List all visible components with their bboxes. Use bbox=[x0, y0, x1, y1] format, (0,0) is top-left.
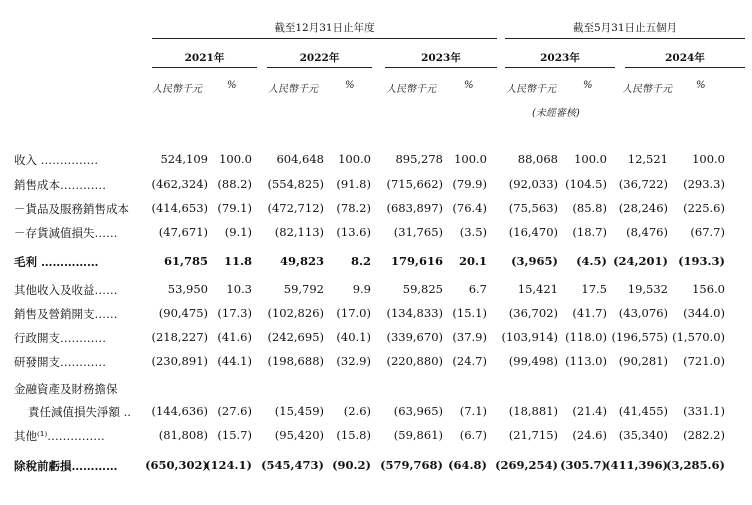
percent-cell: (7.1) bbox=[459, 404, 487, 418]
amount-cell: (90,475) bbox=[158, 306, 208, 320]
percent-cell: (15.7) bbox=[217, 428, 252, 442]
percent-cell: (3.5) bbox=[459, 225, 487, 239]
percent-cell: 10.3 bbox=[226, 282, 252, 296]
percent-cell: (113.0) bbox=[565, 354, 607, 368]
percent-cell: (17.3) bbox=[217, 306, 252, 320]
row-label: 銷售成本………… bbox=[14, 178, 106, 192]
percent-cell: 100.0 bbox=[219, 152, 252, 166]
amount-cell: (28,246) bbox=[618, 201, 668, 215]
amount-cell: (63,965) bbox=[393, 404, 443, 418]
percent-cell: (21.4) bbox=[572, 404, 607, 418]
row-label: －存貨減值損失…… bbox=[14, 226, 118, 240]
row-label: 責任減值損失淨額 .. bbox=[28, 405, 131, 419]
unit-pct-2022: % bbox=[345, 80, 355, 91]
amount-cell: 524,109 bbox=[160, 152, 208, 166]
amount-cell: 59,792 bbox=[283, 282, 324, 296]
percent-cell: (85.8) bbox=[572, 201, 607, 215]
amount-cell: (59,861) bbox=[393, 428, 443, 442]
amount-cell: 12,521 bbox=[627, 152, 668, 166]
amount-cell: (95,420) bbox=[274, 428, 324, 442]
amount-cell: (18,881) bbox=[508, 404, 558, 418]
row-label: 其他收入及收益…… bbox=[14, 283, 118, 297]
unit-rmb-2023-ytd: 人民幣千元 bbox=[506, 84, 556, 95]
percent-cell: (32.9) bbox=[336, 354, 371, 368]
amount-cell: (75,563) bbox=[508, 201, 558, 215]
amount-cell: (269,254) bbox=[495, 458, 558, 472]
percent-cell: (88.2) bbox=[217, 177, 252, 191]
unit-pct-2023: % bbox=[464, 80, 474, 91]
percent-cell: 20.1 bbox=[458, 254, 487, 268]
amount-cell: (554,825) bbox=[267, 177, 324, 191]
amount-cell: (3,965) bbox=[511, 254, 558, 268]
amount-cell: (47,671) bbox=[158, 225, 208, 239]
amount-cell: (15,459) bbox=[274, 404, 324, 418]
amount-cell: (144,636) bbox=[151, 404, 208, 418]
percent-cell: (24.6) bbox=[572, 428, 607, 442]
percent-cell: (67.7) bbox=[690, 225, 725, 239]
unit-pct-2024-ytd: % bbox=[696, 80, 706, 91]
percent-cell: (15.1) bbox=[452, 306, 487, 320]
percent-cell: (118.0) bbox=[565, 330, 607, 344]
row-label: 銷售及營銷開支…… bbox=[14, 307, 118, 321]
amount-cell: (218,227) bbox=[151, 330, 208, 344]
percent-cell: (331.1) bbox=[683, 404, 725, 418]
percent-cell: (27.6) bbox=[217, 404, 252, 418]
percent-cell: (282.2) bbox=[683, 428, 725, 442]
percent-cell: 6.7 bbox=[468, 282, 487, 296]
amount-cell: (8,476) bbox=[626, 225, 668, 239]
amount-cell: (545,473) bbox=[261, 458, 324, 472]
amount-cell: (31,765) bbox=[393, 225, 443, 239]
percent-cell: (293.3) bbox=[683, 177, 725, 191]
percent-cell: 17.5 bbox=[581, 282, 607, 296]
percent-cell: 11.8 bbox=[223, 254, 252, 268]
year-header-2024-ytd: 2024年 bbox=[665, 52, 705, 64]
row-label: 其他⁽¹⁾…………… bbox=[14, 429, 105, 443]
year-header-2022: 2022年 bbox=[299, 52, 340, 64]
percent-cell: 9.9 bbox=[352, 282, 371, 296]
row-label: 研發開支………… bbox=[14, 355, 106, 369]
percent-cell: (79.9) bbox=[452, 177, 487, 191]
unit-rmb-2024-ytd: 人民幣千元 bbox=[622, 84, 672, 95]
percent-cell: 100.0 bbox=[454, 152, 487, 166]
amount-cell: (36,722) bbox=[618, 177, 668, 191]
percent-cell: (9.1) bbox=[224, 225, 252, 239]
amount-cell: (41,455) bbox=[618, 404, 668, 418]
amount-cell: (16,470) bbox=[508, 225, 558, 239]
amount-cell: (43,076) bbox=[618, 306, 668, 320]
percent-cell: 156.0 bbox=[692, 282, 725, 296]
percent-cell: (37.9) bbox=[452, 330, 487, 344]
percent-cell: (40.1) bbox=[336, 330, 371, 344]
percent-cell: (4.5) bbox=[576, 254, 607, 268]
amount-cell: 179,616 bbox=[390, 254, 443, 268]
percent-cell: (15.8) bbox=[336, 428, 371, 442]
percent-cell: (2.6) bbox=[343, 404, 371, 418]
amount-cell: (579,768) bbox=[380, 458, 443, 472]
row-label: 除稅前虧損………… bbox=[14, 459, 118, 473]
percent-cell: (344.0) bbox=[683, 306, 725, 320]
amount-cell: (242,695) bbox=[267, 330, 324, 344]
amount-cell: (92,033) bbox=[508, 177, 558, 191]
amount-cell: (81,808) bbox=[158, 428, 208, 442]
percent-cell: 100.0 bbox=[574, 152, 607, 166]
percent-cell: 100.0 bbox=[692, 152, 725, 166]
amount-cell: (21,715) bbox=[508, 428, 558, 442]
amount-cell: (715,662) bbox=[386, 177, 443, 191]
amount-cell: (198,688) bbox=[267, 354, 324, 368]
percent-cell: (24.7) bbox=[452, 354, 487, 368]
amount-cell: (24,201) bbox=[613, 254, 668, 268]
row-label: 收入 …………… bbox=[14, 153, 99, 167]
percent-cell: (78.2) bbox=[336, 201, 371, 215]
percent-cell: (3,285.6) bbox=[666, 458, 725, 472]
amount-cell: (82,113) bbox=[274, 225, 324, 239]
year-header-2021: 2021年 bbox=[184, 52, 225, 64]
amount-cell: (411,396) bbox=[605, 458, 668, 472]
group-underline-five-months bbox=[505, 38, 745, 39]
percent-cell: (90.2) bbox=[332, 458, 371, 472]
amount-cell: 15,421 bbox=[517, 282, 558, 296]
percent-cell: (13.6) bbox=[336, 225, 371, 239]
amount-cell: (650,302) bbox=[145, 458, 208, 472]
percent-cell: 100.0 bbox=[338, 152, 371, 166]
amount-cell: (414,653) bbox=[151, 201, 208, 215]
amount-cell: 604,648 bbox=[276, 152, 324, 166]
percent-cell: (1,570.0) bbox=[672, 330, 725, 344]
percent-cell: (41.6) bbox=[217, 330, 252, 344]
unit-rmb-2022: 人民幣千元 bbox=[268, 84, 318, 95]
year-header-2023-ytd: 2023年 bbox=[540, 52, 580, 64]
amount-cell: (472,712) bbox=[267, 201, 324, 215]
amount-cell: (134,833) bbox=[386, 306, 443, 320]
unit-pct-2021: % bbox=[227, 80, 237, 91]
amount-cell: (196,575) bbox=[611, 330, 668, 344]
year-underline-2022 bbox=[267, 67, 372, 68]
percent-cell: (193.3) bbox=[678, 254, 725, 268]
amount-cell: (35,340) bbox=[618, 428, 668, 442]
year-underline-2023-ytd bbox=[505, 67, 615, 68]
percent-cell: (305.7) bbox=[560, 458, 607, 472]
amount-cell: 49,823 bbox=[279, 254, 324, 268]
percent-cell: (91.8) bbox=[336, 177, 371, 191]
percent-cell: (64.8) bbox=[448, 458, 487, 472]
group-header-five-months: 截至5月31日止五個月 bbox=[572, 22, 678, 34]
unit-rmb-2021: 人民幣千元 bbox=[152, 84, 202, 95]
percent-cell: (41.7) bbox=[572, 306, 607, 320]
amount-cell: (99,498) bbox=[508, 354, 558, 368]
amount-cell: (683,897) bbox=[386, 201, 443, 215]
unit-pct-2023-ytd: % bbox=[583, 80, 593, 91]
year-underline-2021 bbox=[152, 67, 257, 68]
unit-rmb-2023: 人民幣千元 bbox=[386, 84, 436, 95]
percent-cell: (18.7) bbox=[572, 225, 607, 239]
group-underline-full-year bbox=[152, 38, 497, 39]
amount-cell: (90,281) bbox=[618, 354, 668, 368]
percent-cell: (104.5) bbox=[565, 177, 607, 191]
row-label: 毛利 …………… bbox=[14, 255, 99, 269]
amount-cell: (36,702) bbox=[508, 306, 558, 320]
row-label: 金融資產及財務擔保 bbox=[14, 382, 118, 396]
amount-cell: (462,324) bbox=[151, 177, 208, 191]
amount-cell: (220,880) bbox=[386, 354, 443, 368]
percent-cell: 8.2 bbox=[350, 254, 371, 268]
amount-cell: 88,068 bbox=[517, 152, 558, 166]
percent-cell: (721.0) bbox=[683, 354, 725, 368]
percent-cell: (44.1) bbox=[217, 354, 252, 368]
percent-cell: (76.4) bbox=[452, 201, 487, 215]
amount-cell: (230,891) bbox=[151, 354, 208, 368]
amount-cell: 53,950 bbox=[167, 282, 208, 296]
amount-cell: 59,825 bbox=[402, 282, 443, 296]
year-underline-2023 bbox=[385, 67, 497, 68]
amount-cell: (103,914) bbox=[501, 330, 558, 344]
amount-cell: 61,785 bbox=[163, 254, 208, 268]
row-label: 行政開支………… bbox=[14, 331, 106, 345]
group-header-full-year: 截至12月31日止年度 bbox=[274, 22, 375, 34]
percent-cell: (17.0) bbox=[336, 306, 371, 320]
amount-cell: (102,826) bbox=[267, 306, 324, 320]
amount-cell: 895,278 bbox=[395, 152, 443, 166]
percent-cell: (6.7) bbox=[459, 428, 487, 442]
amount-cell: (339,670) bbox=[386, 330, 443, 344]
year-header-2023: 2023年 bbox=[421, 52, 461, 64]
unaudited-note: (未經審核) bbox=[532, 108, 580, 119]
percent-cell: (124.1) bbox=[205, 458, 252, 472]
row-label: －貨品及服務銷售成本 bbox=[14, 202, 129, 216]
percent-cell: (225.6) bbox=[683, 201, 725, 215]
year-underline-2024-ytd bbox=[625, 67, 745, 68]
amount-cell: 19,532 bbox=[627, 282, 668, 296]
percent-cell: (79.1) bbox=[217, 201, 252, 215]
